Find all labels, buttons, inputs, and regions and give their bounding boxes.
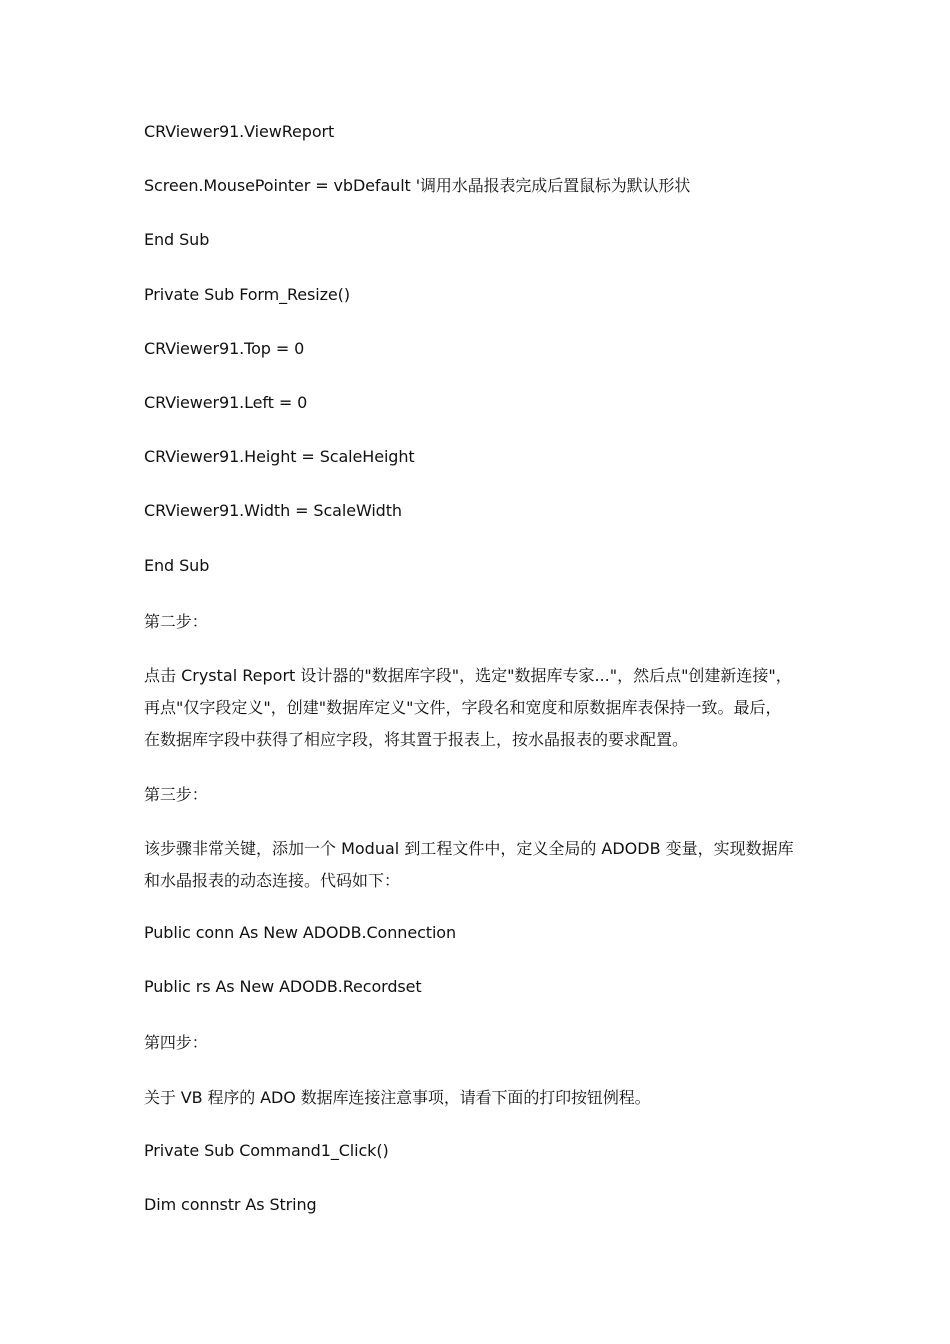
step-heading: 第三步： bbox=[144, 785, 208, 804]
paragraph-line: 该步骤非常关键，添加一个 Modual 到工程文件中，定义全局的 ADODB 变量，实现数据库 bbox=[144, 839, 794, 858]
code-line: End Sub bbox=[144, 556, 210, 575]
code-line: CRViewer91.Width = ScaleWidth bbox=[144, 501, 402, 520]
code-line: CRViewer91.Top = 0 bbox=[144, 339, 305, 358]
step-heading: 第四步： bbox=[144, 1033, 208, 1052]
code-line: Private Sub Form_Resize() bbox=[144, 285, 350, 304]
code-line: CRViewer91.Left = 0 bbox=[144, 393, 308, 412]
paragraph-line: 再点"仅字段定义"，创建"数据库定义"文件，字段名和宽度和原数据库表保持一致。最后， bbox=[144, 698, 782, 717]
paragraph-line: 和水晶报表的动态连接。代码如下： bbox=[144, 871, 401, 890]
code-line: CRViewer91.ViewReport bbox=[144, 122, 335, 141]
code-line: Private Sub Command1_Click() bbox=[144, 1141, 389, 1160]
code-line: Public conn As New ADODB.Connection bbox=[144, 923, 457, 942]
step3-paragraph bbox=[144, 833, 812, 897]
code-line: Public rs As New ADODB.Recordset bbox=[144, 977, 422, 996]
step-heading: 第二步： bbox=[144, 612, 208, 631]
paragraph-line: 点击 Crystal Report 设计器的"数据库字段"，选定"数据库专家..."，然后点"创建新连接"， bbox=[144, 666, 792, 685]
code-line: Screen.MousePointer = vbDefault '调用水晶报表完成后置鼠标为默认形状 bbox=[144, 176, 691, 195]
code-line: Dim connstr As String bbox=[144, 1195, 317, 1214]
paragraph-line: 关于 VB 程序的 ADO 数据库连接注意事项，请看下面的打印按钮例程。 bbox=[144, 1088, 651, 1107]
step2-paragraph bbox=[144, 660, 812, 756]
code-line: End Sub bbox=[144, 230, 210, 249]
code-line: CRViewer91.Height = ScaleHeight bbox=[144, 447, 415, 466]
paragraph-line: 在数据库字段中获得了相应字段，将其置于报表上，按水晶报表的要求配置。 bbox=[144, 730, 689, 749]
